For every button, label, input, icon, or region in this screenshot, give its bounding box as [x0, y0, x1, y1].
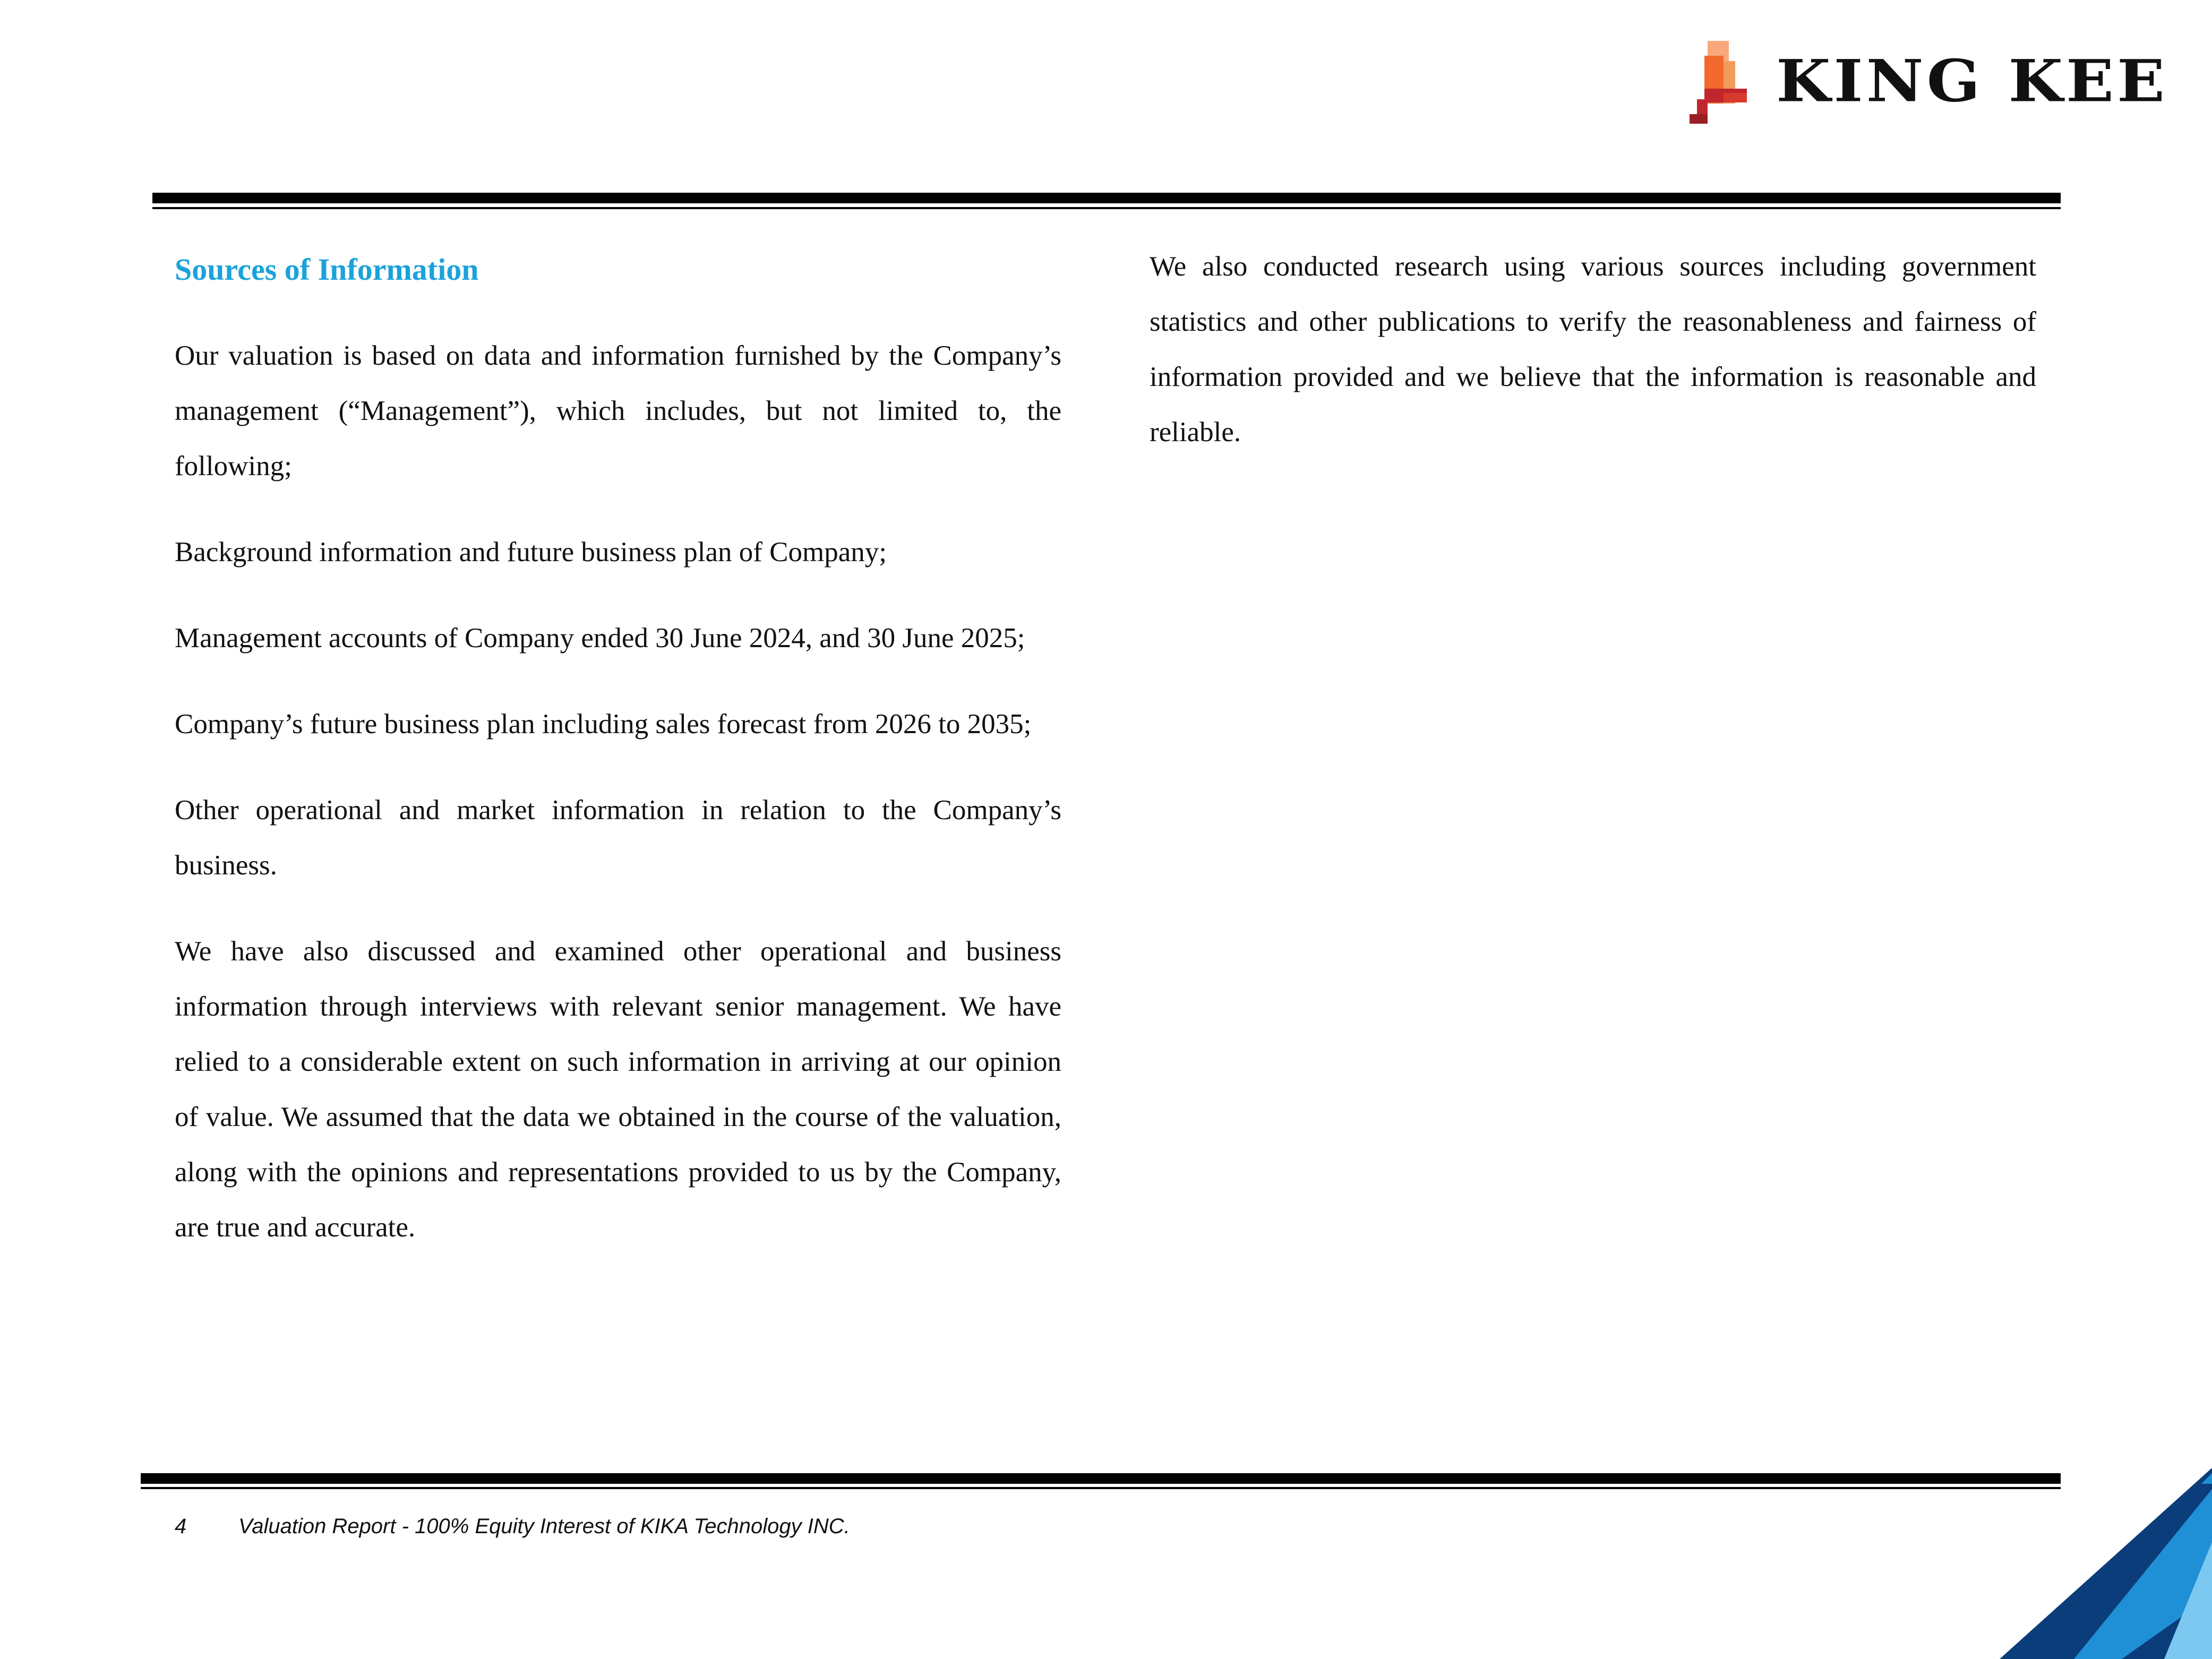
footer-rule-thin: [141, 1487, 2061, 1489]
corner-decoration-icon: [1915, 1404, 2212, 1659]
logo-wordmark: KING KEE: [1776, 47, 2168, 115]
paragraph-background-info: Background information and future business plan of Company;: [175, 537, 887, 568]
king-kee-logo-mark-icon: [1688, 40, 1757, 130]
footer-title: Valuation Report - 100% Equity Interest of KIKA Technology INC.: [238, 1515, 850, 1538]
header-rule-thick: [152, 193, 2061, 203]
paragraph-valuation-basis: Our valuation is based on data and information furnished by the Company’s management (“Management”), which includes, but not limited to, the following;: [175, 340, 1061, 482]
page-footer: [175, 1510, 850, 1542]
company-logo: [1688, 40, 2168, 130]
right-column: [1150, 239, 2036, 460]
left-column: [175, 239, 1061, 1286]
paragraph-business-plan: Company’s future business plan including sales forecast from 2026 to 2035;: [175, 709, 1032, 740]
paragraph-other-info: Other operational and market information in relation to the Company’s business.: [175, 795, 1061, 881]
paragraph-research: We also conducted research using various sources including government statistics and other publications to verify the reasonableness and fairness of information provided and we believe that the information is reasonable and reliable.: [1150, 251, 2036, 448]
footer-rule-thick: [141, 1473, 2061, 1484]
section-heading: Sources of Information: [175, 252, 479, 287]
header-rule-thin: [152, 207, 2061, 209]
page-number: 4: [175, 1515, 187, 1538]
paragraph-interviews: We have also discussed and examined other operational and business information through interviews with relevant senior management. We have relied to a considerable extent on such information in arriving at our opinion of value. We assumed that the data we obtained in the course of the valuation, along with the opinions and representations provided to us by the Company, are true and accurate.: [175, 936, 1061, 1243]
paragraph-management-accounts: Management accounts of Company ended 30 June 2024, and 30 June 2025;: [175, 623, 1025, 654]
